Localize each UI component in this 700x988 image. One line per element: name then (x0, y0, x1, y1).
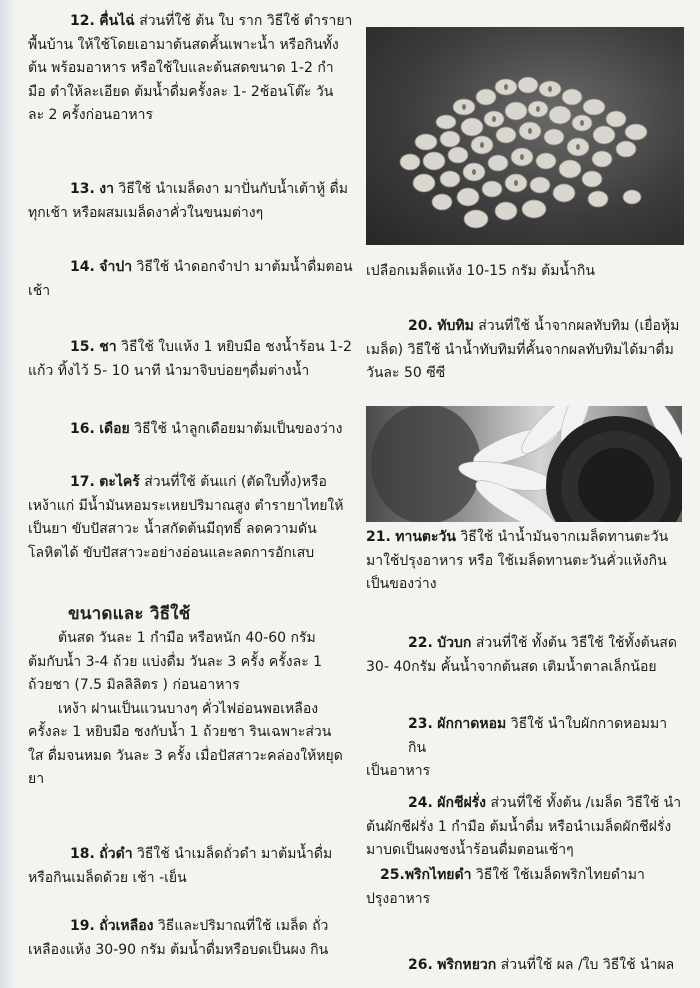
herb-name: ถั่วเหลือง (99, 918, 154, 934)
entry-text: วิธีใช้ ใบแห้ง 1 หยิบมือ ชงน้ำร้อน 1-2 (121, 339, 352, 355)
entry-text: 30- 40กรัม คั้นน้ำจากต้นสด เติมน้ำตาลเล็กน้อย (366, 658, 657, 675)
entry-text: วิธีใช้ นำเมล็ดงา มาปั่นกับน้ำเต้าหู้ ดื่ม (118, 181, 348, 197)
herb-name: ชา (99, 339, 117, 355)
dosage-section (28, 627, 360, 792)
entry-text: เช้า (28, 282, 51, 299)
entry-text: เหลืองแห้ง 30-90 กรัม ต้มน้ำดื่มหรือบดเป็นผง กิน (28, 941, 329, 958)
entry-19 (28, 915, 360, 962)
entry-text: วันละ 50 ซีซี (366, 365, 446, 381)
seeds-illustration (366, 27, 684, 245)
entry-16 (28, 418, 360, 442)
entry-text: วิธีใช้ นำลูกเดือยมาต้มเป็นของว่าง (134, 421, 343, 437)
entry-text: มาใช้ปรุงอาหาร หรือ ใช้เมล็ดทานตะวันคั่วแห้งกิน (366, 552, 667, 569)
entry-text: วิธีใช้ นำดอกจำปา มาต้มน้ำดื่มตอน (136, 259, 353, 275)
entry-text: ส่วนที่ใช้ ทั้งต้น /เมล็ด วิธีใช้ นำ (490, 795, 682, 811)
herb-name: งา (99, 181, 114, 197)
page-edge-shadow (0, 0, 18, 988)
entry-text: เป็นของว่าง (366, 576, 437, 592)
entry-text: เหง้า ฝานเป็นแวนบางๆ คั่วไฟอ่อนพอเหลือง (58, 700, 319, 717)
entry-text: ต้นผักชีฝรั่ง 1 กำมือ ต้มน้ำดื่ม หรือนำเมล็ดผักชีฝรั่ง (366, 818, 672, 835)
section-heading: ขนาดและ วิธีใช้ (68, 604, 191, 624)
entry-text: หรือกินเมล็ดด้วย เช้า -เย็น (28, 869, 187, 886)
entry-number: 17. (70, 474, 95, 490)
entry-text: ส่วนที่ใช้ น้ำจากผลทับทิม (เยื่อหุ้ม (478, 318, 680, 334)
entry-text: เมล็ด) วิธีใช้ นำน้ำทับทิมที่คั้นจากผลทับทิมได้มาดื่ม (366, 341, 674, 358)
herb-name: ทับทิม (437, 318, 474, 334)
entry-17 (28, 471, 360, 565)
entry-number: 19. (70, 918, 95, 934)
entry-number: 25. (380, 867, 405, 883)
entry-text: ส่วนที่ใช้ ต้น ใบ ราก วิธีใช้ ตำรายา (139, 13, 353, 29)
herb-name: ผักชีฝรั่ง (437, 795, 487, 811)
entry-text: ละ 2 ครั้งก่อนอาหาร (28, 107, 153, 123)
entry-text: ใส ดื่มจนหมด วันละ 3 ครั้ง เมื่อปัสสาวะคล่องให้หยุด (28, 747, 343, 764)
entry-text: เป็นอาหาร (366, 763, 431, 779)
entry-text: ถ้วยชา (7.5 มิลลิลิตร ) ก่อนอาหาร (28, 677, 240, 693)
herb-name: ผักกาดหอม (437, 716, 507, 732)
herb-name: พริกไทยดำ (404, 867, 472, 883)
entry-text: ยา (28, 771, 45, 787)
entry-24 (366, 792, 684, 863)
entry-19-continued (366, 260, 684, 284)
entry-number: 15. (70, 339, 95, 355)
entry-number: 13. (70, 181, 95, 197)
herb-name: พริกหยวก (437, 957, 497, 973)
entry-number: 14. (70, 259, 95, 275)
entry-14 (28, 256, 360, 303)
herb-name: ถั่วดำ (99, 846, 133, 862)
entry-text: วิธีใช้ นำใบผักกาดหอมมากิน (408, 716, 668, 756)
entry-number: 12. (70, 13, 95, 29)
herb-name: ตะไคร้ (99, 474, 140, 490)
entry-number: 22. (408, 635, 433, 651)
entry-text: มาบดเป็นผงชงน้ำร้อนดื่มตอนเช้าๆ (366, 842, 574, 858)
entry-18 (28, 843, 360, 890)
entry-text: ต้นสด วันละ 1 กำมือ หรือหนัก 40-60 กรัม (58, 630, 316, 646)
entry-15 (28, 336, 360, 383)
entry-number: 23. (408, 716, 433, 732)
entry-text: เปลือกเมล็ดแห้ง 10-15 กรัม ต้มน้ำกิน (366, 263, 595, 279)
entry-number: 16. (70, 421, 95, 437)
entry-13 (28, 178, 360, 225)
entry-12 (28, 10, 360, 128)
entry-number: 21. (366, 529, 391, 545)
entry-21 (366, 526, 684, 597)
entry-text: แก้ว ทิ้งไว้ 5- 10 นาที นำมาจิบบ่อยๆดื่มต่างน้ำ (28, 362, 310, 379)
sunflower-illustration (366, 406, 682, 522)
entry-text: วิธีและปริมาณที่ใช้ เมล็ด ถั่ว (157, 918, 329, 934)
entry-text: ส่วนที่ใช้ ทั้งต้น วิธีใช้ ใช้ทั้งต้นสด (475, 635, 677, 651)
entry-25 (366, 864, 684, 911)
entry-22 (366, 632, 684, 679)
entry-text: ส่วนที่ใช้ ผล /ใบ วิธีใช้ นำผล (500, 957, 675, 973)
entry-text: มือ ตำให้ละเอียด ต้มน้ำดื่มครั้งละ 1- 2ช้อนโต๊ะ วัน (28, 83, 334, 100)
entry-23 (366, 713, 684, 784)
herb-name: เดือย (99, 421, 130, 437)
sunflower-photo (366, 406, 682, 522)
entry-text: ทุกเช้า หรือผสมเมล็ดงาคั่วในขนมต่างๆ (28, 204, 264, 221)
entry-20 (366, 315, 684, 386)
entry-number: 18. (70, 846, 95, 862)
entry-26 (366, 954, 684, 978)
entry-number: 26. (408, 957, 433, 973)
entry-text: ครั้งละ 1 หยิบมือ ชงกับน้ำ 1 ถ้วยชา รินเฉพาะส่วน (28, 724, 332, 740)
entry-text: พื้นบ้าน ให้ใช้โดยเอามาต้นสดคั้นเพาะน้ำ หรือกินทั้ง (28, 36, 339, 53)
entry-text: เหง้าแก่ มีน้ำมันหอมระเหยปริมาณสูง ตำรายาไทยให้ (28, 497, 344, 514)
entry-text: วิธีใช้ นำน้ำมันจากเมล็ดทานตะวัน (460, 529, 669, 545)
entry-text: โลหิตได้ ขับปัสสาวะอย่างอ่อนและลดการอักเสบ (28, 544, 315, 561)
herb-name: คื่นไฉ่ (99, 13, 135, 29)
herb-name: ทานตะวัน (395, 529, 456, 545)
entry-text: ส่วนที่ใช้ ต้นแก่ (ตัดใบทิ้ง)หรือ (144, 474, 327, 490)
entry-text: เป็นยา ขับปัสสาวะ น้ำสกัดต้นมีฤทธิ์ ลดความดัน (28, 521, 317, 537)
herb-name: จำปา (99, 259, 133, 275)
job-tears-seeds-photo (366, 27, 684, 245)
entry-text: วิธีใช้ ใช้เมล็ดพริกไทยดำมา (475, 867, 645, 883)
entry-text: ปรุงอาหาร (366, 890, 431, 907)
entry-text: ต้น พร้อมอาหาร หรือใช้ใบและต้นสดขนาด 1-2 กำ (28, 60, 334, 76)
entry-number: 24. (408, 795, 433, 811)
entry-number: 20. (408, 318, 433, 334)
entry-text: ต้มกับน้ำ 3-4 ถ้วย แบ่งดื่ม วันละ 3 ครั้ง ครั้งละ 1 (28, 653, 323, 670)
entry-text: วิธีใช้ นำเมล็ดถั่วดำ มาต้มน้ำดื่ม (137, 846, 333, 862)
herb-name: บัวบก (437, 635, 472, 651)
